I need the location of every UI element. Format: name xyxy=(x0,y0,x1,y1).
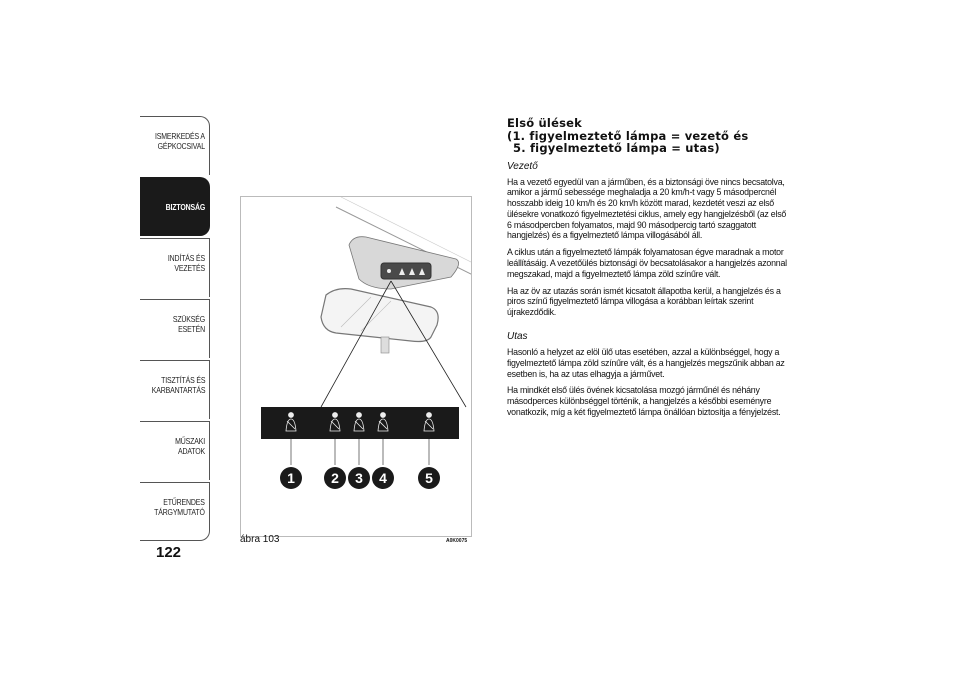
tab-starting-driving[interactable] xyxy=(140,238,210,297)
driver-paragraph: A ciklus után a figyelmeztető lámpák folyamatosan égve maradnak a motor leállításáig. A vezetőülés biztonsági öv becsatolásakor a hangjelzés azonnal megszakad, majd a figyelmeztető lámpa zöld színűre vált. xyxy=(507,247,787,280)
callout-number-1: 1 xyxy=(287,470,295,486)
content-column xyxy=(507,117,797,425)
callout-number-2: 2 xyxy=(331,470,339,486)
tab-label: TISZTÍTÁS ÉS KARBANTARTÁS xyxy=(151,375,205,395)
driver-subheading: Vezető xyxy=(507,160,538,172)
heading-line: 5. figyelmeztető lámpa = utas) xyxy=(513,141,720,155)
tab-label: ETŰRENDES TÁRGYMUTATÓ xyxy=(154,497,205,517)
figure-caption: ábra 103 xyxy=(240,534,280,545)
passenger-paragraph: Ha mindkét első ülés övének kicsatolása mozgó járműnél és néhány másodperces különbséggel történik, a hangjelzés a későbbi eseményre vonatkozik, míg a két figyelmeztető lámpa önállóan biztosítja a fényjelzést. xyxy=(507,385,781,419)
driver-paragraph: Ha a vezető egyedül van a járműben, és a biztonsági öve nincs becsatolva, amikor a jármű sebessége meghaladja a 20 km/h-t vagy 5 másodpercnél hosszabb ideig 10 km/h és 20 km/h között marad, kezdetét veszi az első ülésekre vonatkozó figyelmeztetési ciklus, amely egy hangjelzésből (az első 6 másodpercben folyamatos, majd 90 másodpercig tartó szaggatott hangjelzés) és a figyelmeztető lámpa villogásából áll. xyxy=(507,176,787,242)
passenger-subheading: Utas xyxy=(507,331,528,343)
tab-index[interactable] xyxy=(140,482,210,541)
page-number: 122 xyxy=(156,544,182,561)
tab-label: BIZTONSÁG xyxy=(165,202,205,212)
figure-illustration xyxy=(241,197,472,537)
tab-label: ISMERKEDÉS A GÉPKOCSIVAL xyxy=(155,131,205,151)
section-heading xyxy=(507,117,797,155)
callout-number-4: 4 xyxy=(379,470,387,486)
tab-getting-to-know[interactable] xyxy=(140,116,210,175)
callout-number-3: 3 xyxy=(355,470,363,486)
tab-label: MŰSZAKI ADATOK xyxy=(175,436,205,456)
chapter-sidebar xyxy=(140,116,210,543)
heading-line: Első ülések xyxy=(507,116,582,130)
tab-emergency[interactable] xyxy=(140,299,210,358)
figure-code: A0K0075 xyxy=(446,538,468,544)
tab-maintenance[interactable] xyxy=(140,360,210,419)
driver-paragraph: Ha az öv az utazás során ismét kicsatolt állapotba kerül, a hangjelzés és a piros színű figyelmeztető lámpa villogása a korábban leírtak szerint újrakezdődik. xyxy=(507,285,781,319)
tab-technical-data[interactable] xyxy=(140,421,210,480)
heading-line: (1. figyelmeztető lámpa = vezető és xyxy=(507,128,749,143)
tab-label: INDÍTÁS ÉS VEZETÉS xyxy=(167,253,205,273)
passenger-paragraph: Hasonló a helyzet az elöl ülő utas esetében, azzal a különbséggel, hogy a figyelmeztető lámpa zöld színűre vált, és a hangjelzés megszűnik abban az esetben is, ha az utas elhagyja a járművet. xyxy=(507,347,785,380)
figure-seatbelt-indicators xyxy=(240,196,472,537)
tab-safety[interactable] xyxy=(140,177,210,236)
tab-label: SZÜKSÉG ESETÉN xyxy=(172,314,205,334)
callout-number-5: 5 xyxy=(425,470,433,486)
